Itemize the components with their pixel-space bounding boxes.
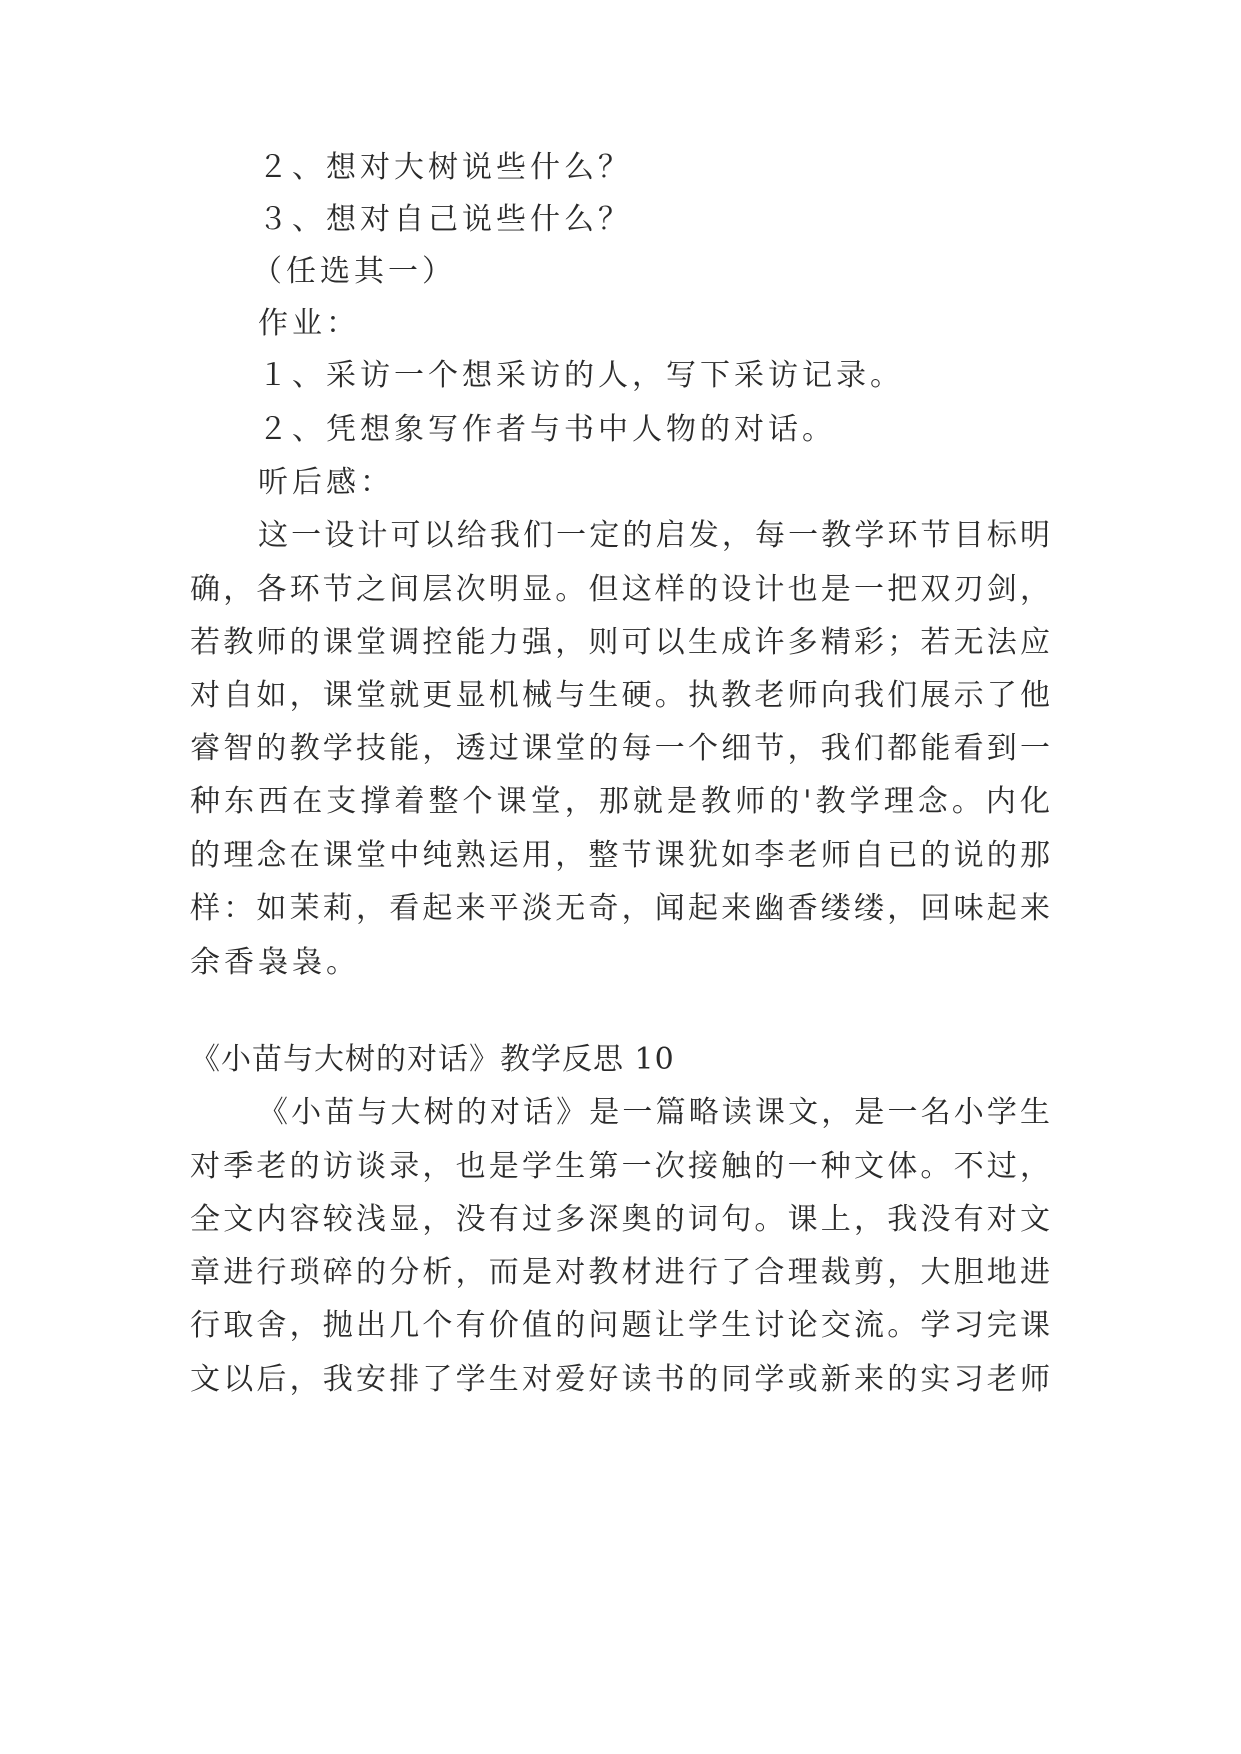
- section-title: 《小苗与大树的对话》教学反思 10: [190, 1042, 675, 1077]
- paragraph-line: 这一设计可以给我们一定的启发，每一教学环节目标明: [258, 518, 1050, 553]
- text-line: ３、想对自己说些什么？: [258, 202, 632, 237]
- paragraph-line: 余香袅袅。: [190, 945, 360, 980]
- paragraph-line: 文以后，我安排了学生对爱好读书的同学或新来的实习老师: [190, 1362, 1050, 1397]
- paragraph-line: 对季老的访谈录，也是学生第一次接触的一种文体。不过，: [190, 1149, 1050, 1184]
- paragraph-line: 睿智的教学技能，透过课堂的每一个细节，我们都能看到一: [190, 731, 1050, 766]
- text-line: １、采访一个想采访的人，写下采访记录。: [258, 358, 904, 393]
- text-line: 听后感：: [258, 465, 394, 500]
- paragraph-line: 若教师的课堂调控能力强，则可以生成许多精彩；若无法应: [190, 625, 1050, 660]
- paragraph-line: 《小苗与大树的对话》是一篇略读课文，是一名小学生: [258, 1095, 1050, 1130]
- text-line: ２、想对大树说些什么？: [258, 150, 632, 185]
- text-line: （任选其一）: [252, 254, 456, 289]
- paragraph-line: 的理念在课堂中纯熟运用，整节课犹如李老师自已的说的那: [190, 838, 1050, 873]
- text-line: ２、凭想象写作者与书中人物的对话。: [258, 412, 836, 447]
- paragraph-line: 章进行琐碎的分析，而是对教材进行了合理裁剪，大胆地进: [190, 1255, 1050, 1290]
- paragraph-line: 确，各环节之间层次明显。但这样的设计也是一把双刃剑，: [190, 572, 1050, 607]
- paragraph-line: 对自如，课堂就更显机械与生硬。执教老师向我们展示了他: [190, 678, 1050, 713]
- paragraph-line: 行取舍，抛出几个有价值的问题让学生讨论交流。学习完课: [190, 1308, 1050, 1343]
- text-line: 作业：: [258, 306, 360, 341]
- paragraph-line: 种东西在支撑着整个课堂，那就是教师的'教学理念。内化: [190, 784, 1050, 819]
- paragraph-line: 全文内容较浅显，没有过多深奥的词句。课上，我没有对文: [190, 1202, 1050, 1237]
- paragraph-line: 样：如茉莉，看起来平淡无奇，闻起来幽香缕缕，回味起来: [190, 891, 1050, 926]
